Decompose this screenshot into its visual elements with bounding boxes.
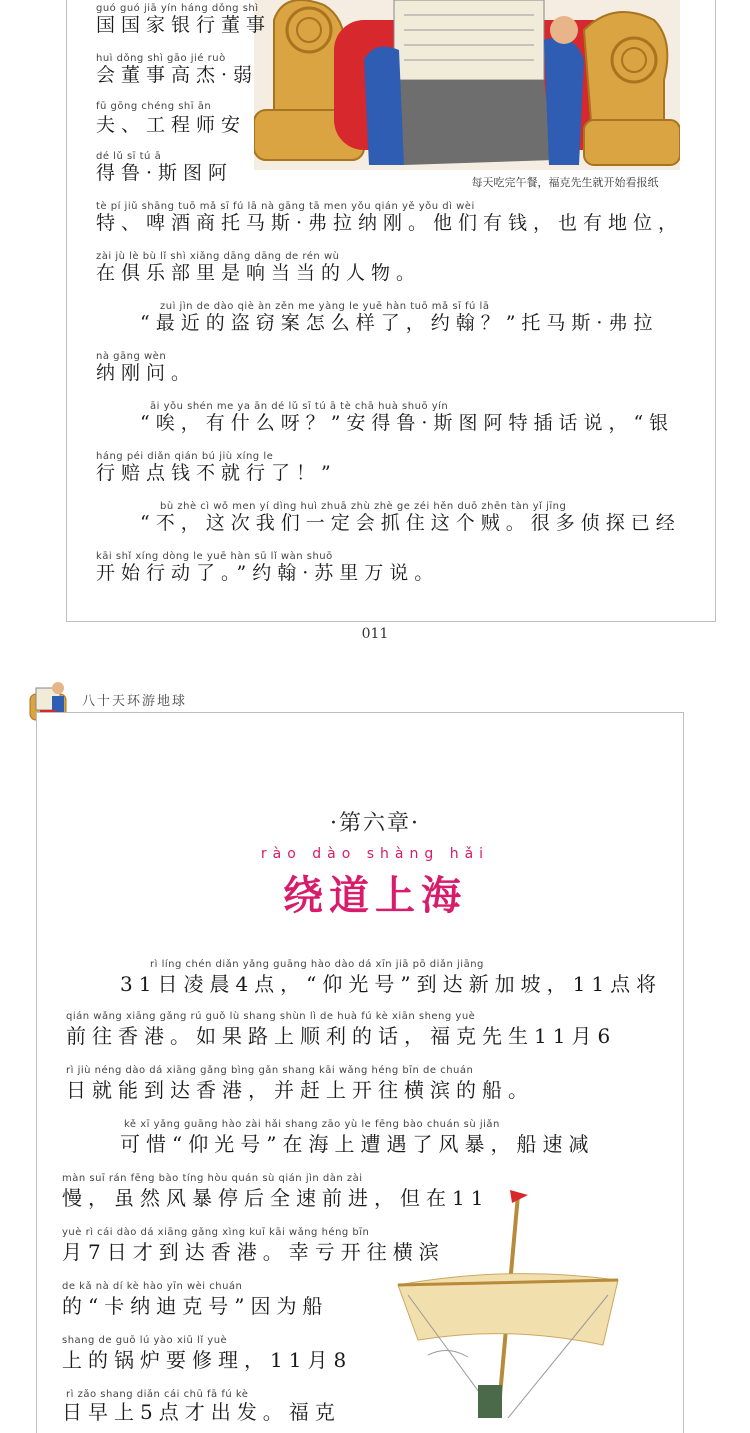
text-line: 日早上5点才出发。福克 (62, 1400, 341, 1424)
pinyin-line: huì dǒng shì gāo jié ruò (96, 53, 226, 64)
pinyin-line: tè pí jiǔ shāng tuō mǎ sī fú lā nà gāng tā men yǒu qián yě yǒu dì wèi (96, 201, 475, 212)
book-title-header: 八十天环游地球 (82, 694, 188, 709)
text-line: 日就能到达香港，并赶上开往横滨的船。 (66, 1078, 534, 1102)
pinyin-line: zuì jìn de dào qiè àn zěn me yàng le yuē hàn tuō mǎ sī fú lā (160, 301, 490, 312)
pinyin-line: nà gāng wèn (96, 351, 167, 362)
text-line: 上的锅炉要修理，11月8 (62, 1348, 353, 1372)
pinyin-line: háng péi diǎn qián bú jiù xíng le (96, 451, 274, 462)
pinyin-line: màn suī rán fēng bào tíng hòu quán sù qián jìn dàn zài (62, 1173, 363, 1184)
pinyin-line: kě xī yǎng guāng hào zài hǎi shang zāo yù le fēng bào chuán sù jiǎn (124, 1119, 500, 1130)
text-line: 慢，虽然风暴停后全速前进，但在11 (62, 1186, 490, 1210)
pinyin-line: rì líng chén diǎn yǎng guāng hào dào dá xīn jiā pō diǎn jiāng (150, 959, 484, 970)
pinyin-line: shang de guō lú yào xiū lǐ yuè (62, 1335, 228, 1346)
text-line: 国国家银行董事 (96, 14, 272, 36)
illustration-reading-newspaper (254, 0, 680, 170)
pinyin-line: fū gōng chéng shī ān (96, 101, 212, 112)
text-line: 的“卡纳迪克号”因为船 (62, 1294, 329, 1318)
ship-illustration (388, 1185, 628, 1418)
pinyin-line: dé lǔ sī tú ā (96, 151, 162, 162)
pinyin-line: guó guó jiā yín háng dǒng shì (96, 3, 259, 14)
pinyin-line: de kǎ nà dí kè hào yīn wèi chuán (62, 1281, 243, 1292)
text-line: 月7日才到达香港。幸亏开往横滨 (62, 1240, 445, 1264)
illustration-caption: 每天吃完午餐，福克先生就开始看报纸 (471, 176, 659, 189)
text-line: 开始行动了。”约翰·苏里万说。 (96, 562, 440, 584)
text-line: 在俱乐部里是响当当的人物。 (96, 262, 422, 284)
chapter-title-pinyin: rào dào shàng hǎi (260, 846, 490, 862)
text-line: 前往香港。如果路上顺利的话，福克先生11月6 (66, 1024, 617, 1048)
text-line: 31日凌晨4点，“仰光号”到达新加坡，11点将 (120, 972, 663, 996)
chapter-title: 绕道上海 (283, 873, 467, 919)
pinyin-line: rì zǎo shang diǎn cái chū fā fú kè (66, 1389, 249, 1400)
text-line: 行赔点钱不就行了！” (96, 462, 337, 484)
text-line: “不，这次我们一定会抓住这个贼。很多侦探已经 (140, 512, 681, 534)
pinyin-line: āi yǒu shén me ya ān dé lǔ sī tú ā tè chā huà shuō yín (150, 401, 449, 412)
text-line: 可惜“仰光号”在海上遭遇了风暴，船速减 (120, 1132, 595, 1156)
text-line: 纳刚问。 (96, 362, 197, 384)
pinyin-line: kāi shǐ xíng dòng le yuē hàn sū lǐ wàn shuō (96, 551, 333, 562)
armchair-man-illustration (254, 0, 680, 170)
pinyin-line: bù zhè cì wǒ men yí dìng huì zhuā zhù zhè ge zéi hěn duō zhēn tàn yǐ jīng (160, 501, 567, 512)
pinyin-line: zài jù lè bù lǐ shì xiǎng dāng dāng de rén wù (96, 251, 340, 262)
text-line: 会董事高杰·弱 (96, 64, 259, 86)
pinyin-line: rì jiù néng dào dá xiāng gǎng bìng gǎn shang kāi wǎng héng bīn de chuán (66, 1065, 474, 1076)
text-line: 得鲁·斯图阿 (96, 162, 234, 184)
text-line: “最近的盗窃案怎么样了，约翰？”托马斯·弗拉 (140, 312, 659, 334)
page-number: 011 (361, 626, 389, 642)
pinyin-line: qián wǎng xiāng gǎng rú guǒ lù shang shùn lì de huà fú kè xiān sheng yuè (66, 1011, 476, 1022)
text-line: 夫、工程师安 (96, 114, 247, 136)
text-line: 特、啤酒商托马斯·弗拉纳刚。他们有钱，也有地位， (96, 212, 684, 234)
pinyin-line: yuè rì cái dào dá xiāng gǎng xìng kuī kāi wǎng héng bīn (62, 1227, 370, 1238)
text-line: “唉，有什么呀？”安得鲁·斯图阿特插话说，“银 (140, 412, 675, 434)
chapter-label: ·第六章· (330, 811, 420, 836)
